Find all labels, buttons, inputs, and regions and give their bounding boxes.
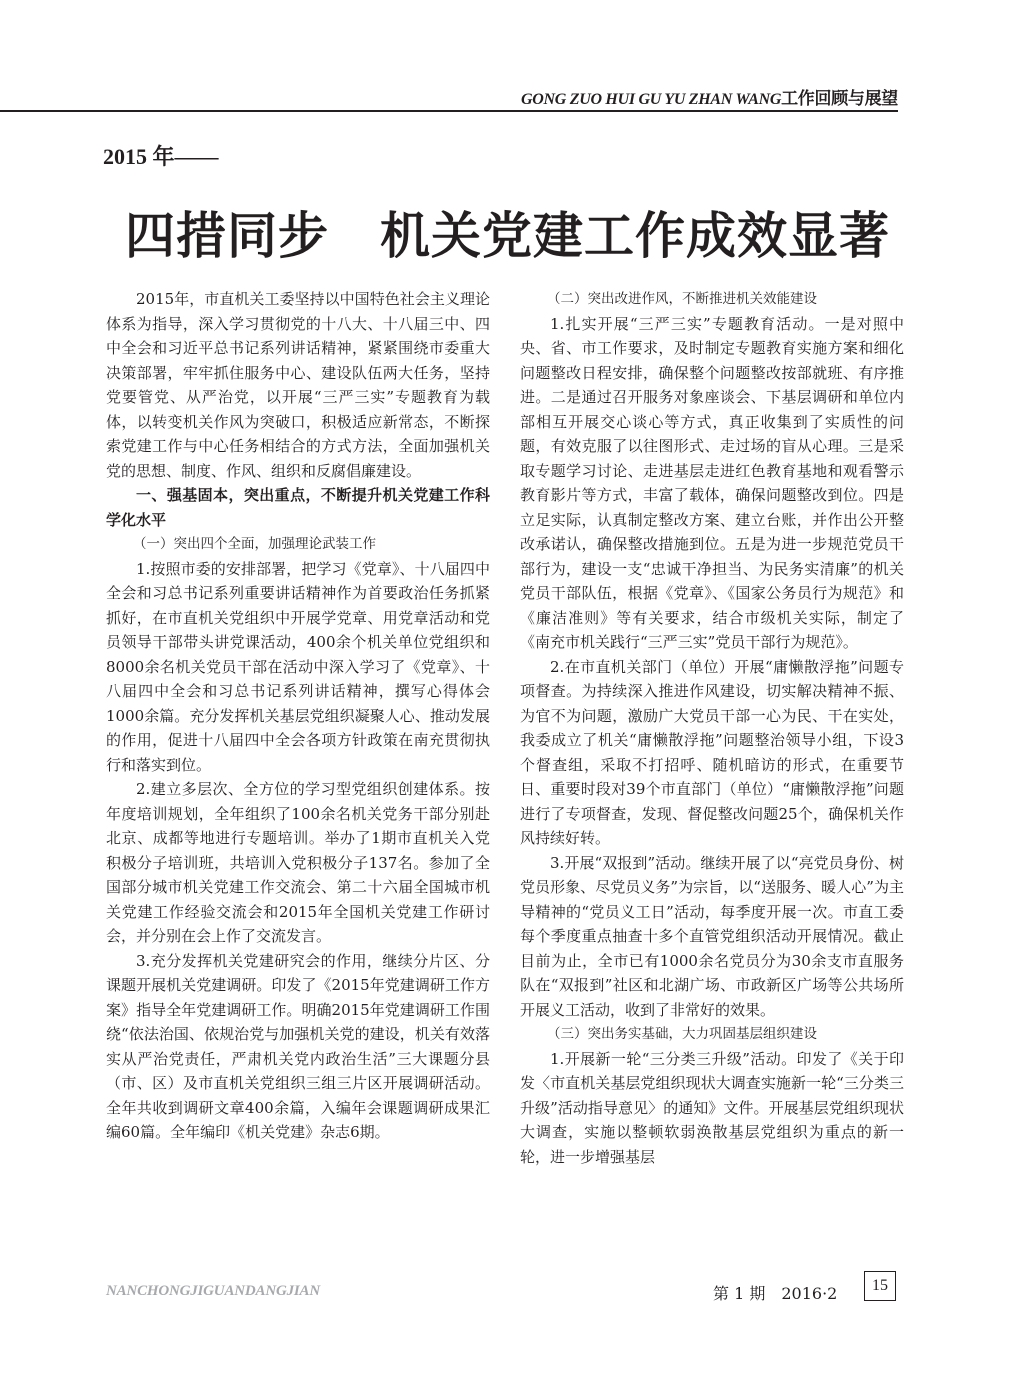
- subsection-heading: （二）突出改进作风，不断推进机关效能建设: [547, 291, 817, 307]
- right-column: [520, 287, 904, 1169]
- issue-label: 第 1 期 2016·2: [713, 1284, 838, 1303]
- paragraph: 3.充分发挥机关党建研究会的作用，继续分片区、分课题开展机关党建调研。印发了《2015年党建调研工作方案》指导全年党建调研工作。明确2015年党建调研工作围绕“依法治国、依规治党与加强机关党的建设，机关有效落实从严治党责任，严肃机关党内政治生活”三大课题分县（市、区）及市直机关党组织三组三片区开展调研活动。全年共收到调研文章400余篇，入编年会课题调研成果汇编60篇。全年编印《机关党建》杂志6期。: [106, 951, 490, 1141]
- paragraph: 1.按照市委的安排部署，把学习《党章》、十八届四中全会和习总书记系列重要讲话精神作为首要政治任务抓紧抓好，在市直机关党组织中开展学党章、用党章活动和党员领导干部带头讲党课活动，400余个机关单位党组织和8000余名机关党员干部在活动中深入学习了《党章》、十八届四中全会和习总书记系列讲话精神，撰写心得体会1000余篇。充分发挥机关基层党组织凝聚人心、推动发展的作用，促进十八届四中全会各项方针政策在南充贯彻执行和落实到位。: [106, 559, 490, 774]
- header-pinyin: GONG ZUO HUI GU YU ZHAN WANG: [521, 91, 782, 108]
- header-text: [521, 84, 898, 109]
- paragraph: 1.开展新一轮“三分类三升级”活动。印发了《关于印发〈市直机关基层党组织现状大调查实施新一轮“三分类三升级”活动指导意见〉的通知》文件。开展基层党组织现状大调查，实施以整顿软弱涣散基层党组织为重点的新一轮，进一步增强基层: [520, 1049, 904, 1166]
- left-column: [106, 287, 490, 1145]
- article-kicker: 2015 年——: [103, 144, 219, 169]
- running-header: [0, 78, 898, 112]
- header-section: 工作回顾与展望: [781, 89, 898, 109]
- subsection-heading: （三）突出务实基础，大力巩固基层组织建设: [547, 1026, 817, 1042]
- paragraph: 2.在市直机关部门（单位）开展“庸懒散浮拖”问题专项督查。为持续深入推进作风建设，切实解决精神不振、为官不为问题，激励广大党员干部一心为民、干在实处，我委成立了机关“庸懒散浮拖”问题整治领导小组，下设3个督查组，采取不打招呼、随机暗访的形式，在重要节日、重要时段对39个市直部门（单位）“庸懒散浮拖”问题进行了专项督查，发现、督促整改问题25个，确保机关作风持续好转。: [520, 657, 904, 847]
- magazine-name: NANCHONGJIGUANDANGJIAN: [106, 1283, 320, 1299]
- subsection-heading: （一）突出四个全面，加强理论武装工作: [133, 536, 376, 552]
- paragraph: 2.建立多层次、全方位的学习型党组织创建体系。按年度培训规划，全年组织了100余名机关党务干部分别赴北京、成都等地进行专题培训。举办了1期市直机关入党积极分子培训班，共培训入党积极分子137名。参加了全国部分城市机关党建工作交流会、第二十六届全国城市机关党建工作经验交流会和2015年全国机关党建工作研讨会，并分别在会上作了交流发言。: [106, 780, 490, 945]
- paragraph: 1.扎实开展“三严三实”专题教育活动。一是对照中央、省、市工作要求，及时制定专题教育实施方案和细化问题整改日程安排，确保整个问题整改按部就班、有序推进。二是通过召开服务对象座谈会、下基层调研和单位内部相互开展交心谈心等方式，真正收集到了实质性的问题，有效克服了以往图形式、走过场的盲从心理。三是采取专题学习讨论、走进基层走进红色教育基地和观看警示教育影片等方式，丰富了载体，确保问题整改到位。四是立足实际，认真制定整改方案、建立台账，并作出公开整改承诺认，确保整改措施到位。五是为进一步规范党员干部行为，建设一支“忠诚干净担当、为民务实清廉”的机关党员干部队伍，根据《党章》、《国家公务员行为规范》和《廉洁准则》等有关要求，结合市级机关实际，制定了《南充市机关践行“三严三实”党员干部行为规范》。: [520, 314, 904, 651]
- paragraph: 3.开展“双报到”活动。继续开展了以“亮党员身份、树党员形象、尽党员义务”为宗旨，以“送服务、暖人心”为主导精神的“党员义工日”活动，每季度开展一次。市直工委每个季度重点抽查十多个直管党组织活动开展情况。截止目前为止，全市已有1000余名党员分为30余支市直服务队在“双报到”社区和北湖广场、市政新区广场等公共场所开展义工活动，收到了非常好的效果。: [520, 853, 904, 1019]
- page-number: 15: [864, 1271, 896, 1301]
- article-title: 四措同步 机关党建工作成效显著: [125, 206, 890, 265]
- paragraph: 2015年，市直机关工委坚持以中国特色社会主义理论体系为指导，深入学习贯彻党的十八大、十八届三中、四中全会和习近平总书记系列讲话精神，紧紧围绕市委重大决策部署，牢牢抓住服务中心、建设队伍两大任务，坚持党要管党、从严治党，以开展“三严三实”专题教育为载体，以转变机关作风为突破口，积极适应新常态，不断探索党建工作与中心任务相结合的方式方法，全面加强机关党的思想、制度、作风、组织和反腐倡廉建设。: [106, 290, 490, 480]
- section-heading: 一、强基固本，突出重点，不断提升机关党建工作科学化水平: [106, 486, 490, 529]
